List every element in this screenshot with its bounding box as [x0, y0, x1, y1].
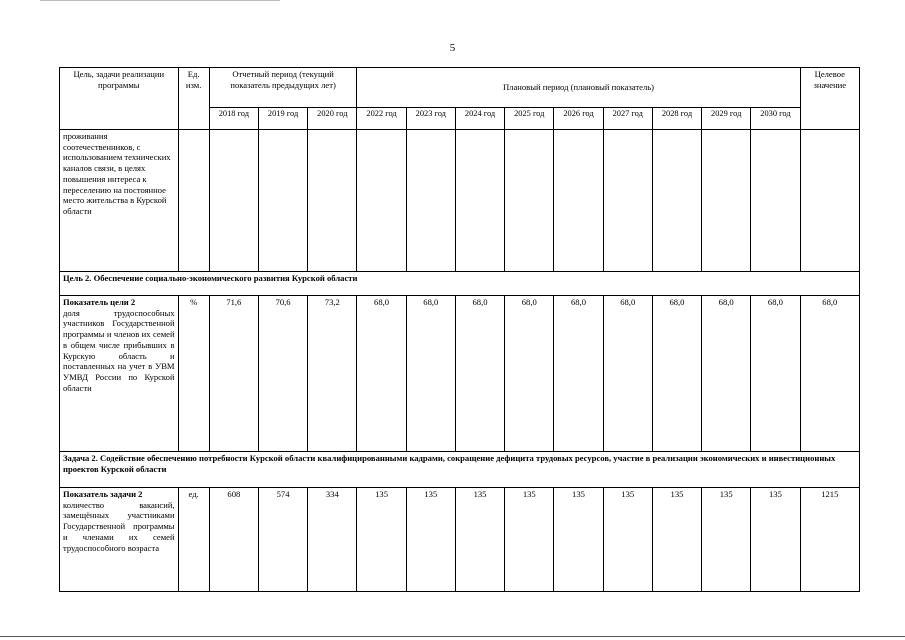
value-cell: 135 — [505, 488, 554, 592]
indicator-task-2-title: Показатель задачи 2 — [63, 489, 143, 499]
table-row — [60, 130, 860, 272]
indicator-task-2 — [60, 488, 179, 592]
scan-edge-mark — [40, 0, 280, 1]
continuation-text: проживания соотечественников, с использованием технических каналов связи, в целях повышения интереса к переселению на постоянное место жительства в Курской области — [60, 130, 179, 272]
table-row — [60, 488, 860, 592]
value-cell: 574 — [258, 488, 307, 592]
year-2019: 2019 год — [258, 108, 307, 130]
value-cell: 70,6 — [258, 296, 307, 452]
value-cell: 68,0 — [702, 296, 751, 452]
header-unit-column: Ед. изм. — [178, 68, 209, 130]
year-2026: 2026 год — [554, 108, 603, 130]
value-cell: 135 — [652, 488, 701, 592]
value-cell: 135 — [603, 488, 652, 592]
value-cell: 135 — [751, 488, 800, 592]
target-cell: 1215 — [800, 488, 859, 592]
value-cell: 135 — [455, 488, 504, 592]
header-target-value: Целевое значение — [800, 68, 859, 130]
value-cell: 334 — [308, 488, 357, 592]
year-2027: 2027 год — [603, 108, 652, 130]
year-2028: 2028 год — [652, 108, 701, 130]
goal-2-title: Цель 2. Обеспечение социально-экономического развития Курской области — [60, 272, 860, 296]
task-section-row — [60, 452, 860, 488]
task-2-title: Задача 2. Содействие обеспечению потребности Курской области квалифицированными кадрами, сокращение дефицита трудовых ресурсов, участие в реализации экономических и инвестиционных проектов Курской области — [60, 452, 860, 488]
year-2024: 2024 год — [455, 108, 504, 130]
unit-cell: ед. — [178, 488, 209, 592]
header-row — [60, 68, 860, 108]
indicator-task-2-text: количество вакансий, замещённых участниками Государственной программы и членами их семей трудоспособного возраста — [63, 499, 175, 553]
value-cell: 68,0 — [357, 296, 406, 452]
value-cell: 68,0 — [652, 296, 701, 452]
value-cell: 135 — [554, 488, 603, 592]
table-row — [60, 296, 860, 452]
value-cell: 68,0 — [751, 296, 800, 452]
value-cell: 135 — [702, 488, 751, 592]
target-cell: 68,0 — [800, 296, 859, 452]
value-cell: 68,0 — [554, 296, 603, 452]
header-reporting-period: Отчетный период (текущий показатель предыдущих лет) — [209, 68, 357, 108]
year-2020: 2020 год — [308, 108, 357, 130]
value-cell: 71,6 — [209, 296, 258, 452]
header-planning-period: Плановый период (плановый показатель) — [357, 68, 800, 108]
scan-bottom-edge — [0, 636, 905, 637]
year-2025: 2025 год — [505, 108, 554, 130]
value-cell: 68,0 — [455, 296, 504, 452]
year-2018: 2018 год — [209, 108, 258, 130]
indicator-goal-2-title: Показатель цели 2 — [63, 297, 136, 307]
year-2023: 2023 год — [406, 108, 455, 130]
year-2022: 2022 год — [357, 108, 406, 130]
value-cell: 73,2 — [308, 296, 357, 452]
value-cell: 68,0 — [603, 296, 652, 452]
indicator-goal-2 — [60, 296, 179, 452]
page-number: 5 — [449, 42, 456, 54]
value-cell: 135 — [406, 488, 455, 592]
goal-section-row — [60, 272, 860, 296]
year-2030: 2030 год — [751, 108, 800, 130]
value-cell: 68,0 — [505, 296, 554, 452]
value-cell: 608 — [209, 488, 258, 592]
indicators-table — [59, 67, 860, 592]
value-cell: 135 — [357, 488, 406, 592]
value-cell: 68,0 — [406, 296, 455, 452]
indicator-goal-2-text: доля трудоспособных участников Государственной программы и членов их семей в общем числе прибывших в Курскую область и поставленных на учет в УВМ УМВД России по Курской области — [63, 307, 175, 393]
year-2029: 2029 год — [702, 108, 751, 130]
unit-cell: % — [178, 296, 209, 452]
header-goal-column: Цель, задачи реализации программы — [60, 68, 179, 130]
